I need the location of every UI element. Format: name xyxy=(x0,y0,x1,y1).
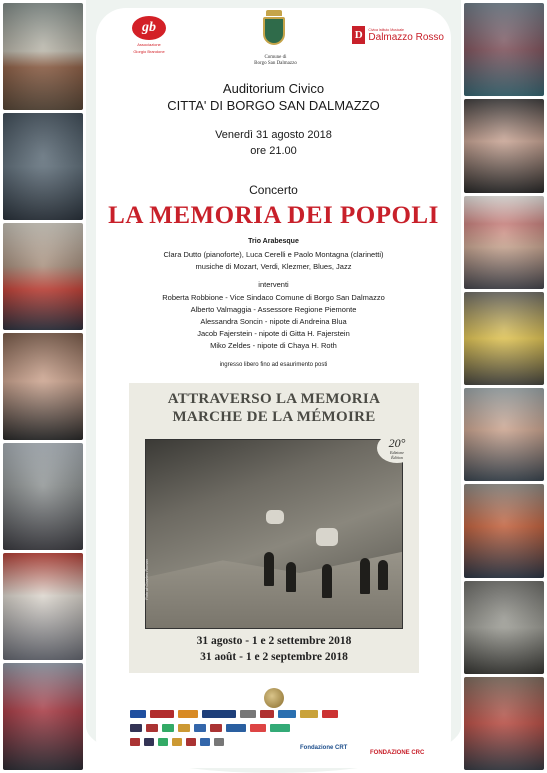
medal-seal-icon xyxy=(264,688,284,708)
sponsor-fondazione-crc: FONDAZIONE CRC xyxy=(370,750,425,756)
music-list: musiche di Mozart, Verdi, Klezmer, Blues, Jazz xyxy=(195,262,352,271)
association-logo: gb Associazione Giorgio Brandone xyxy=(128,16,170,58)
historic-photo xyxy=(145,439,403,629)
inner-poster-title-it: ATTRAVERSO LA MEMORIA xyxy=(167,391,381,407)
photo-two-men xyxy=(3,223,83,330)
speaker-item: Alessandra Soncin - nipote di Andreina Blua xyxy=(200,317,347,326)
photo-hikers-rest xyxy=(464,677,544,770)
association-name-line2: Giorgio Brandone xyxy=(133,49,165,54)
music-school-logo: D Civica Istituto Musicale Dalmazzo Rosso xyxy=(352,24,444,46)
association-name-line1: Associazione xyxy=(137,42,161,47)
photo-woman-mountain xyxy=(3,443,83,550)
photo-path-walk xyxy=(464,581,544,674)
interventions-label: interventi xyxy=(258,280,289,289)
photo-woman-portrait xyxy=(464,196,544,289)
event-time: ore 21.00 xyxy=(250,145,297,157)
photo-sign xyxy=(464,292,544,385)
venue-city: CITTA' DI BORGO SAN DALMAZZO xyxy=(167,98,380,113)
speakers-list xyxy=(96,292,451,352)
sponsor-logos xyxy=(130,710,420,766)
photo-credit: Foto di Charles Roman xyxy=(144,558,149,600)
photo-women-group xyxy=(3,553,83,660)
musicians-list: Clara Dutto (pianoforte), Luca Cerelli e Paolo Montagna (clarinetti) xyxy=(163,250,384,259)
speaker-item: Jacob Fajerstein - nipote di Gitta H. Fajerstein xyxy=(197,329,350,338)
inner-poster-dates-it: 31 agosto - 1 e 2 settembre 2018 xyxy=(196,635,352,647)
photo-hikers-group xyxy=(3,3,83,110)
event-kind: Concerto xyxy=(249,183,298,197)
photo-smiling-couple xyxy=(3,333,83,440)
municipality-label: Comune di Borgo San Dalmazzo xyxy=(254,55,297,66)
photo-elderly-woman xyxy=(464,99,544,192)
photo-marchers xyxy=(3,663,83,770)
photo-group-crowd xyxy=(3,113,83,220)
photo-woman-outdoor xyxy=(464,388,544,481)
inner-poster xyxy=(129,383,419,673)
speaker-item: Miko Zeldes - nipote di Chaya H. Roth xyxy=(210,341,337,350)
venue-name: Auditorium Civico xyxy=(222,81,325,96)
speaker-item: Alberto Valmaggia - Assessore Regione Piemonte xyxy=(190,305,357,314)
ensemble-name: Trio Arabesque xyxy=(248,238,299,245)
music-school-name: Dalmazzo Rosso xyxy=(368,31,444,43)
entry-note: ingresso libero fino ad esaurimento posti xyxy=(219,362,328,368)
edition-badge: 20° Edizione Édition xyxy=(377,433,417,463)
music-school-subtitle: Civica Istituto Musicale xyxy=(368,27,405,32)
speaker-item: Roberta Robbione - Vice Sindaco Comune di Borgo San Dalmazzo xyxy=(162,293,385,302)
photo-column-right xyxy=(464,0,544,773)
inner-poster-title-fr: MARCHE DE LA MÉMOIRE xyxy=(172,409,376,425)
photo-crowd-hill xyxy=(464,3,544,96)
sponsor-fondazione-crt: Fondazione CRT xyxy=(300,745,348,751)
municipality-crest-icon xyxy=(259,10,289,54)
photo-group-standing xyxy=(464,484,544,577)
photo-column-left xyxy=(3,0,83,773)
event-date: Venerdì 31 agosto 2018 xyxy=(215,129,332,141)
event-title: LA MEMORIA DEI POPOLI xyxy=(108,202,439,229)
inner-poster-dates-fr: 31 août - 1 e 2 septembre 2018 xyxy=(200,651,348,663)
